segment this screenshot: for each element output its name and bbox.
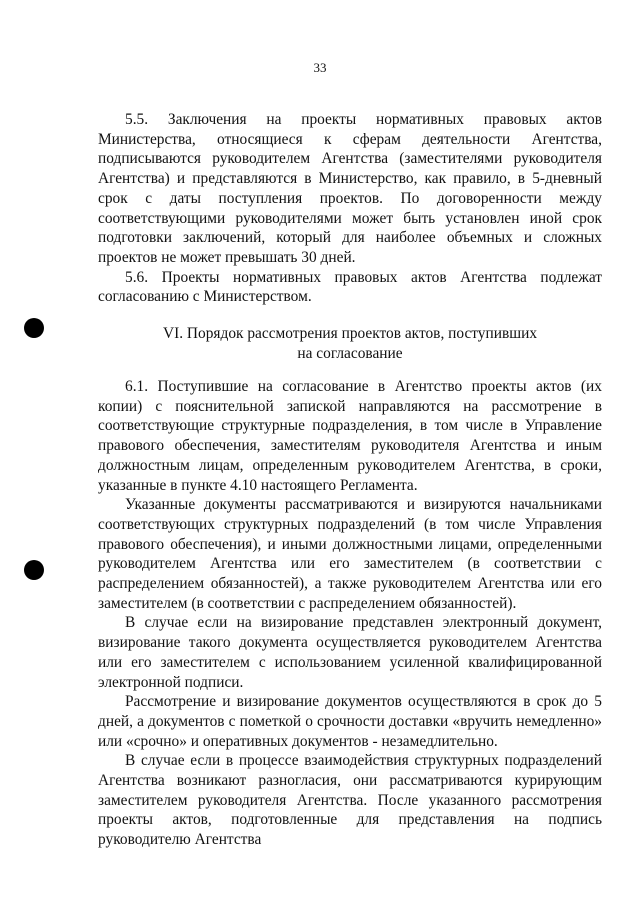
punch-hole-top xyxy=(24,318,44,338)
paragraph-terms: Рассмотрение и визирование документов осуществляются в срок до 5 дней, а документов с пометкой о срочности доставки «вручить немедленно» или «срочно» и оперативных документов - незамедлительно. xyxy=(98,693,602,750)
page-number: 33 xyxy=(313,60,327,75)
section-heading-line-1: VI. Порядок рассмотрения проектов актов, поступивших xyxy=(162,325,538,342)
paragraph-disagreement: В случае если в процессе взаимодействия структурных подразделений Агентства возникают разногласия, они рассматриваются курирующим заместителем руководителя Агентства. После указанного рассмотрения проекты актов, подготовленные для представления на подпись руководителю Агентства xyxy=(98,752,602,849)
paragraph-electronic: В случае если на визирование представлен электронный документ, визирование такого документа осуществляется руководителем Агентства или его заместителем с использованием усиленной квалифицированной электронной подписи. xyxy=(98,614,602,691)
section-heading xyxy=(98,324,602,364)
section-6-block xyxy=(98,377,602,850)
punch-hole-bottom xyxy=(24,560,44,580)
paragraph-6-1: 6.1. Поступившие на согласование в Агентство проекты актов (их копии) с пояснительной запиской направляются на рассмотрение в соответствующие структурные подразделения, в том числе в Управление правового обеспечения, заместителям руководителя Агентства и иным должностным лицам, определенным руководителем Агентства, в сроки, указанные в пункте 4.10 настоящего Регламента. xyxy=(98,378,602,494)
paragraph-documents: Указанные документы рассматриваются и визируются начальниками соответствующих структурных подразделений (в том числе Управления правового обеспечения), и иными должностными лицами, определенными руководителем Агентства или его заместителем (в соответствии с распределением обязанностей), а также руководителем Агентства или его заместителем (в соответствии с распределением обязанностей). xyxy=(98,496,602,612)
section-heading-line-2: на согласование xyxy=(297,345,403,362)
paragraph-5-6: 5.6. Проекты нормативных правовых актов Агентства подлежат согласованию с Министерством. xyxy=(98,268,602,306)
section-5-block xyxy=(98,110,602,307)
paragraph-5-5: 5.5. Заключения на проекты нормативных правовых актов Министерства, относящиеся к сферам деятельности Агентства, подписываются руководителем Агентства (заместителями руководителя Агентства) и представляются в Министерство, как правило, в 5-дневный срок с даты поступления проектов. По договоренности между соответствующими руководителями может быть установлен иной срок подготовки заключений, который для наиболее объемных и сложных проектов не может превышать 30 дней. xyxy=(98,111,602,266)
